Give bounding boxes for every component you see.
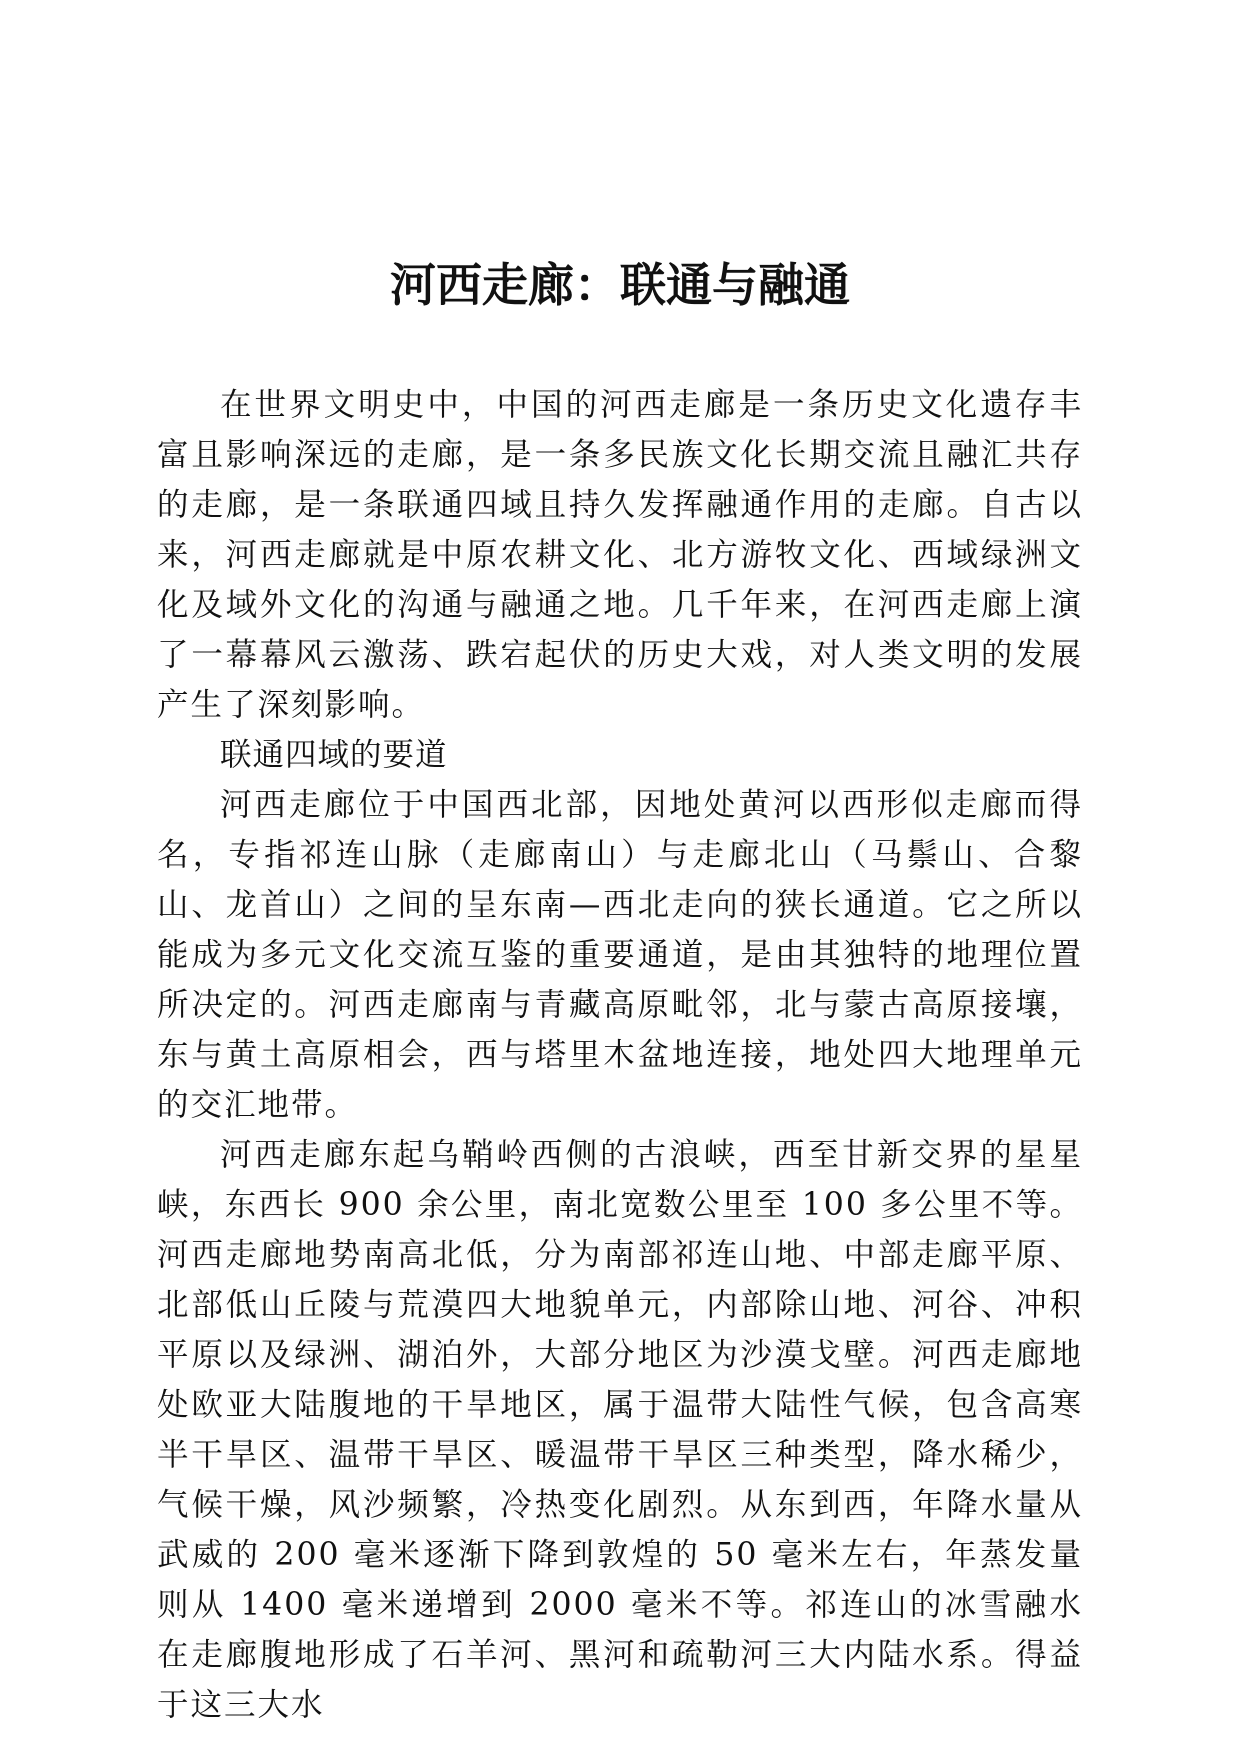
body-paragraph: 河西走廊位于中国西北部，因地处黄河以西形似走廊而得名，专指祁连山脉（走廊南山）与走廊北山（马鬃山、合黎山、龙首山）之间的呈东南—西北走向的狭长通道。它之所以能成为多元文化交流互鉴的重要通道，是由其独特的地理位置所决定的。河西走廊南与青藏高原毗邻，北与蒙古高原接壤，东与黄土高原相会，西与塔里木盆地连接，地处四大地理单元的交汇地带。 (157, 787, 1083, 1123)
body-paragraph: 河西走廊东起乌鞘岭西侧的古浪峡，西至甘新交界的星星峡，东西长 900 余公里，南北宽数公里至 100 多公里不等。河西走廊地势南高北低，分为南部祁连山地、中部走廊平原、北部低山丘陵与荒漠四大地貌单元，内部除山地、河谷、冲积平原以及绿洲、湖泊外，大部分地区为沙漠戈壁。河西走廊地处欧亚大陆腹地的干旱地区，属于温带大陆性气候，包含高寒半干旱区、温带干旱区、暖温带干旱区三种类型，降水稀少，气候干燥，风沙频繁，冷热变化剧烈。从东到西，年降水量从武威的 200 毫米逐渐下降到敦煌的 50 毫米左右，年蒸发量则从 1400 毫米递增到 2000 毫米不等。祁连山的冰雪融水在走廊腹地形成了石羊河、黑河和疏勒河三大内陆水系。得益于这三大水 (157, 1137, 1083, 1723)
section-heading: 联通四域的要道 (220, 737, 448, 773)
intro-paragraph: 在世界文明史中，中国的河西走廊是一条历史文化遗存丰富且影响深远的走廊，是一条多民族文化长期交流且融汇共存的走廊，是一条联通四域且持久发挥融通作用的走廊。自古以来，河西走廊就是中原农耕文化、北方游牧文化、西域绿洲文化及域外文化的沟通与融通之地。几千年来，在河西走廊上演了一幕幕风云激荡、跌宕起伏的历史大戏，对人类文明的发展产生了深刻影响。 (157, 387, 1083, 723)
document-title: 河西走廊：联通与融通 (390, 258, 850, 312)
document-body (157, 380, 1083, 1730)
